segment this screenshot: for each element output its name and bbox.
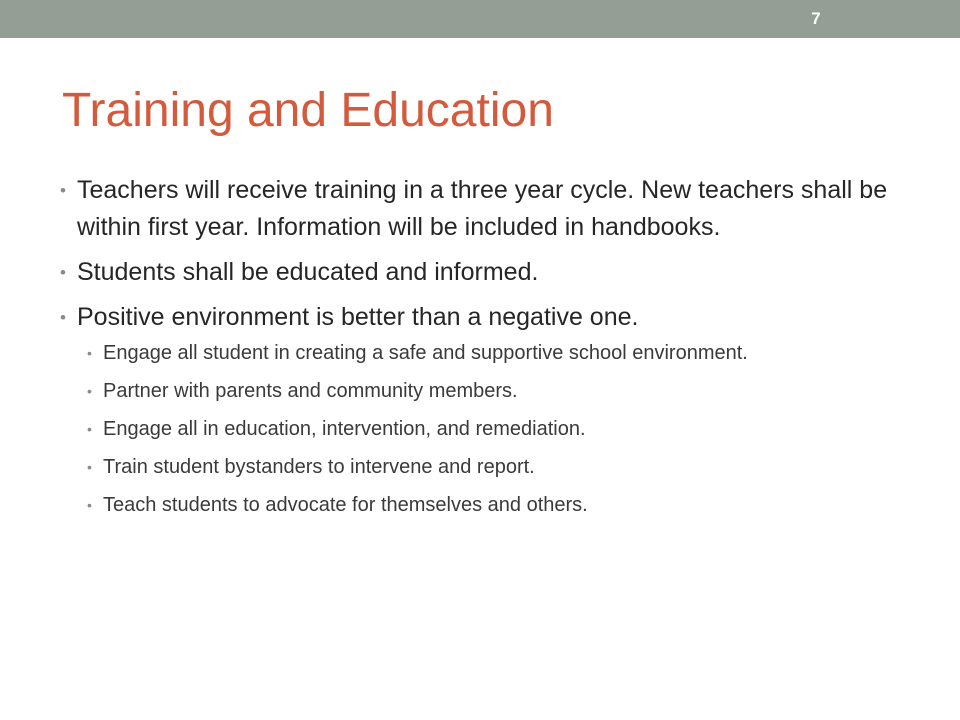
slide-title: Training and Education — [62, 84, 554, 137]
sub-bullet-item: • Partner with parents and community members. — [87, 377, 803, 405]
bullet-item — [60, 172, 920, 246]
slide-number: 7 — [811, 9, 821, 28]
bullet-item — [60, 254, 920, 291]
bullet-list — [60, 172, 920, 529]
bullet-item — [60, 299, 920, 519]
sub-bullet-list — [77, 339, 920, 519]
bullet-text: Students shall be educated and informed. — [77, 258, 539, 286]
bullet-text: Positive environment is better than a negative one. — [77, 303, 639, 331]
bullet-text: Teachers will receive training in a three year cycle. New teachers shall be within first year. Information will be included in handbooks. — [77, 176, 888, 241]
sub-bullet-item: • Engage all student in creating a safe and supportive school environment. — [87, 339, 803, 367]
sub-bullet-item: • Train student bystanders to intervene and report. — [87, 453, 803, 481]
sub-bullet-item: • Engage all in education, intervention, and remediation. — [87, 415, 803, 443]
top-bar — [0, 0, 960, 38]
sub-bullet-item: • Teach students to advocate for themselves and others. — [87, 491, 803, 519]
